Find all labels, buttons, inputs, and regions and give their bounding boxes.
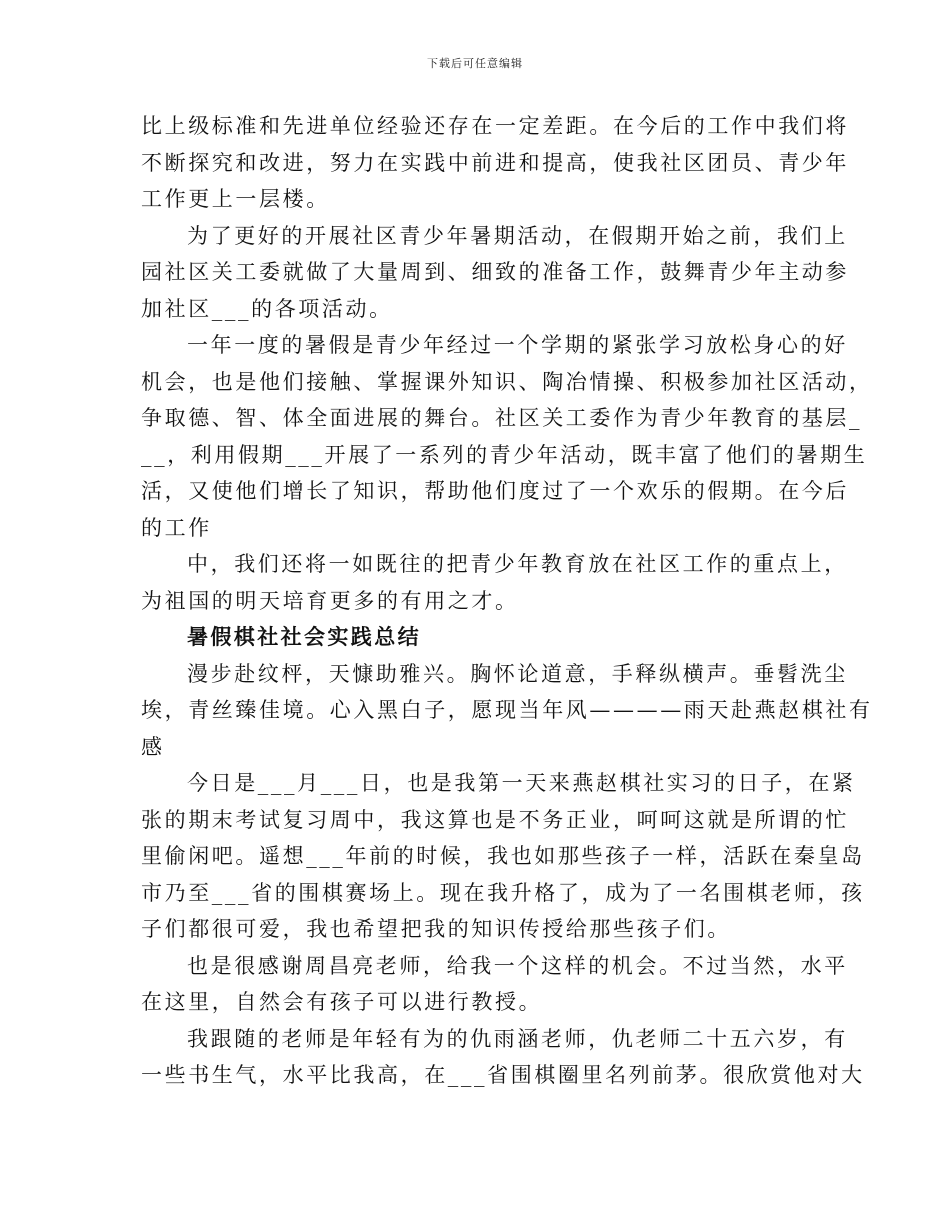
text-line: 子们都很可爱，我也希望把我的知识传授给那些孩子们。 (141, 917, 731, 941)
text-line: 为了更好的开展社区青少年暑期活动，在假期开始之前，我们上 (187, 223, 848, 248)
text-line: 工作更上一层楼。 (141, 187, 330, 211)
text-line: 加社区___的各项活动。 (141, 296, 393, 321)
text-line: 我跟随的老师是年轻有为的仇雨涵老师，仇老师二十五六岁，有 (187, 1026, 848, 1051)
text-line: 感 (141, 734, 165, 759)
text-line: 在这里，自然会有孩子可以进行教授。 (141, 990, 543, 1014)
text-line: __，利用假期___开展了一系列的青少年活动，既丰富了他们的暑期生 (141, 442, 868, 467)
text-line: 园社区关工委就做了大量周到、细致的准备工作，鼓舞青少年主动参 (141, 260, 849, 284)
text-line: 比上级标准和先进单位经验还存在一定差距。在今后的工作中我们将 (141, 114, 849, 138)
text-line: 埃，青丝臻佳境。心入黑白子，愿现当年风————雨天赴燕赵棋社有 (141, 698, 873, 722)
text-line: 市乃至___省的围棋赛场上。现在我升格了，成为了一名围棋老师，孩 (141, 880, 865, 905)
text-line: 为祖国的明天培育更多的有用之才。 (141, 588, 519, 613)
text-line: 中，我们还将一如既往的把青少年教育放在社区工作的重点上， (187, 552, 848, 576)
text-line: 活，又使他们增长了知识，帮助他们度过了一个欢乐的假期。在今后 (141, 479, 849, 503)
text-line: 的工作 (141, 515, 212, 540)
page-header: 下载后可任意编辑 (427, 57, 523, 70)
text-line: 漫步赴纹枰，天慷助雅兴。胸怀论道意，手释纵横声。垂髫洗尘 (187, 661, 848, 686)
text-line: 争取德、智、体全面进展的舞台。社区关工委作为青少年教育的基层_ (141, 406, 863, 430)
text-line: 今日是___月___日，也是我第一天来燕赵棋社实习的日子，在紧 (187, 771, 856, 795)
text-line: 张的期末考试复习周中，我这算也是不务正业，呵呵这就是所谓的忙 (141, 807, 849, 832)
text-line: 里偷闲吧。遥想___年前的时候，我也如那些孩子一样，活跃在秦皇岛 (141, 844, 865, 868)
text-line: 也是很感谢周昌亮老师，给我一个这样的机会。不过当然，水平 (187, 953, 848, 978)
section-heading: 暑假棋社社会实践总结 (187, 624, 421, 649)
text-line: 一年一度的暑假是青少年经过一个学期的紧张学习放松身心的好 (187, 333, 848, 357)
text-line: 一些书生气，水平比我高，在___省围棋圈里名列前茅。很欣赏他对大 (141, 1063, 865, 1087)
text-line: 机会，也是他们接触、掌握课外知识、陶冶情操、积极参加社区活动， (141, 369, 873, 394)
document-body (141, 108, 873, 1094)
text-line: 不断探究和改进，努力在实践中前进和提高，使我社区团员、青少年 (141, 150, 849, 175)
